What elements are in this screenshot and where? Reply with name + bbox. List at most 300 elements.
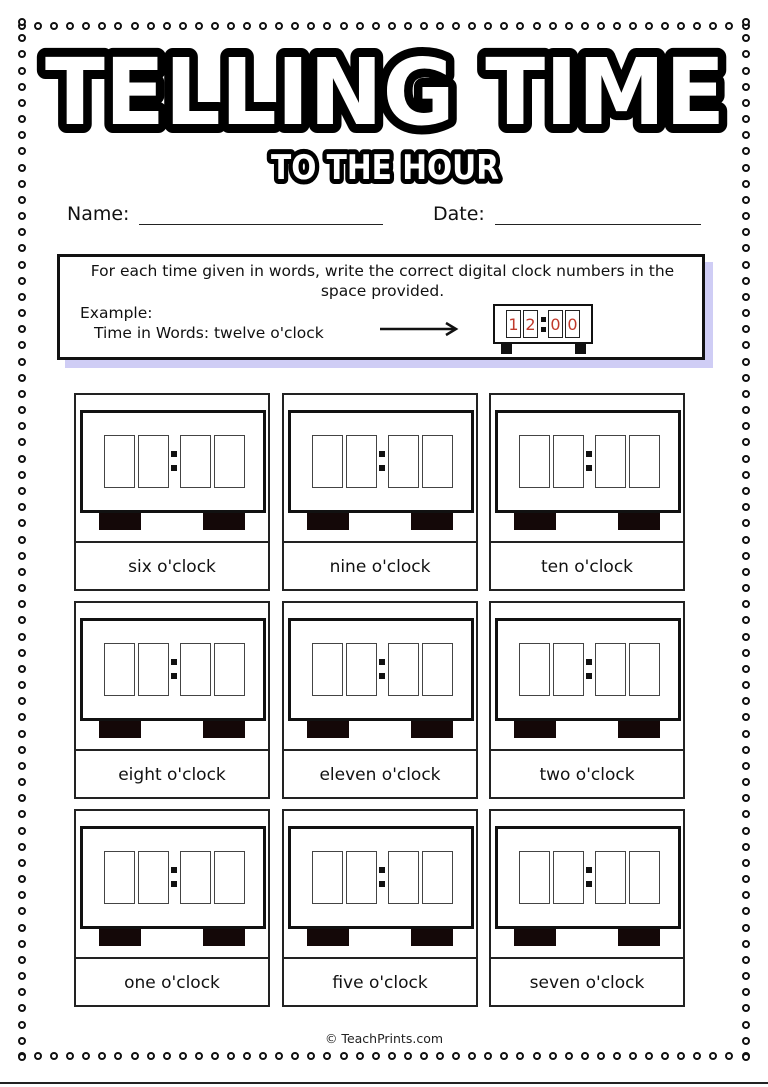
border-dot	[18, 859, 26, 867]
subtitle-text: TO THE HOUR	[271, 148, 499, 188]
border-dot	[18, 875, 26, 883]
border-dot	[742, 1021, 750, 1029]
hour-ones-input[interactable]	[138, 643, 169, 696]
border-dot	[388, 22, 396, 30]
border-dot	[18, 843, 26, 851]
digit-slots	[312, 435, 453, 488]
hour-tens-input[interactable]	[104, 643, 135, 696]
border-dot	[742, 18, 750, 26]
border-dot	[742, 746, 750, 754]
page-subtitle	[255, 138, 515, 194]
digital-clock	[288, 826, 474, 929]
border-dots-bottom	[18, 1052, 750, 1061]
time-words-label: ten o'clock	[489, 541, 685, 591]
border-dot	[18, 568, 26, 576]
border-dot	[179, 1052, 187, 1060]
border-dot	[645, 1052, 653, 1060]
border-dot	[18, 228, 26, 236]
hour-ones-input[interactable]	[553, 435, 584, 488]
border-dot	[356, 22, 364, 30]
border-dot	[533, 1052, 541, 1060]
border-dot	[18, 956, 26, 964]
border-dot	[147, 22, 155, 30]
border-dot	[742, 762, 750, 770]
border-dot	[742, 697, 750, 705]
border-dot	[742, 196, 750, 204]
border-dot	[742, 503, 750, 511]
border-dot	[18, 196, 26, 204]
border-dot	[18, 746, 26, 754]
clock-foot	[618, 929, 660, 946]
border-dot	[18, 633, 26, 641]
minute-tens-input[interactable]	[595, 643, 626, 696]
border-dot	[114, 22, 122, 30]
border-dot	[709, 1052, 717, 1060]
border-dot	[227, 22, 235, 30]
clock-foot	[203, 513, 245, 530]
border-dot	[742, 568, 750, 576]
digital-clock	[495, 826, 681, 929]
border-dot	[742, 358, 750, 366]
border-dot	[742, 827, 750, 835]
border-dot	[18, 600, 26, 608]
border-dot	[742, 1053, 750, 1061]
digital-clock	[495, 410, 681, 513]
border-dot	[18, 503, 26, 511]
border-dot	[18, 212, 26, 220]
border-dot	[742, 406, 750, 414]
border-dot	[131, 1052, 139, 1060]
hour-ones-input[interactable]	[138, 435, 169, 488]
border-dot	[34, 1052, 42, 1060]
border-dot	[18, 940, 26, 948]
clock-card	[74, 393, 270, 591]
digit-slots	[519, 851, 660, 904]
border-dot	[516, 22, 524, 30]
example-label: Example:	[80, 304, 153, 322]
border-dot	[18, 584, 26, 592]
copyright-footer: © TeachPrints.com	[324, 1031, 444, 1046]
border-dot	[82, 22, 90, 30]
border-dot	[18, 115, 26, 123]
digit-slots	[104, 643, 245, 696]
border-dot	[18, 374, 26, 382]
border-dot	[18, 293, 26, 301]
time-words-label: one o'clock	[74, 957, 270, 1007]
minute-ones-input[interactable]	[214, 643, 245, 696]
border-dot	[436, 1052, 444, 1060]
border-dot	[18, 50, 26, 58]
border-dot	[404, 22, 412, 30]
border-dot	[18, 649, 26, 657]
digit-slots	[104, 435, 245, 488]
border-dot	[114, 1052, 122, 1060]
hour-tens-input[interactable]	[104, 851, 135, 904]
clock-foot	[307, 513, 349, 530]
border-dot	[243, 22, 251, 30]
digit-slots	[519, 435, 660, 488]
border-dot	[18, 697, 26, 705]
clock-foot	[307, 929, 349, 946]
hour-tens-input[interactable]	[519, 851, 550, 904]
border-dot	[211, 22, 219, 30]
border-dot	[18, 18, 26, 26]
border-dot	[211, 1052, 219, 1060]
border-dot	[742, 374, 750, 382]
border-dot	[372, 22, 380, 30]
hour-tens-input[interactable]	[104, 435, 135, 488]
minute-ones-input[interactable]	[422, 851, 453, 904]
border-dot	[742, 99, 750, 107]
border-dot	[742, 600, 750, 608]
hour-ones-input[interactable]	[553, 643, 584, 696]
border-dot	[404, 1052, 412, 1060]
border-dot	[18, 406, 26, 414]
title-text: TELLING TIME	[45, 39, 725, 140]
digit-slots	[312, 851, 453, 904]
minute-tens-input[interactable]	[595, 851, 626, 904]
border-dot	[742, 293, 750, 301]
border-dot	[307, 22, 315, 30]
border-dot	[742, 180, 750, 188]
digit-slots	[104, 851, 245, 904]
border-dot	[516, 1052, 524, 1060]
border-dot	[742, 341, 750, 349]
border-dot	[742, 649, 750, 657]
border-dot	[742, 584, 750, 592]
date-label: Date:	[433, 203, 485, 225]
border-dot	[66, 22, 74, 30]
border-dot	[742, 67, 750, 75]
border-dot	[742, 924, 750, 932]
border-dot	[742, 309, 750, 317]
clock-foot	[99, 929, 141, 946]
border-dot	[18, 99, 26, 107]
border-dot	[18, 665, 26, 673]
border-dot	[742, 244, 750, 252]
border-dot	[163, 1052, 171, 1060]
digital-clock	[80, 618, 266, 721]
hour-tens-input[interactable]	[519, 643, 550, 696]
minute-tens-input[interactable]	[180, 435, 211, 488]
border-dot	[259, 22, 267, 30]
border-dot	[436, 22, 444, 30]
hour-tens-input[interactable]	[312, 851, 343, 904]
border-dot	[581, 1052, 589, 1060]
time-words-label: seven o'clock	[489, 957, 685, 1007]
colon-icon	[540, 317, 546, 332]
clock-card	[489, 601, 685, 799]
border-dot	[18, 309, 26, 317]
colon-icon	[584, 643, 595, 696]
border-dot	[742, 616, 750, 624]
colon-icon	[377, 435, 388, 488]
border-dot	[18, 730, 26, 738]
border-dot	[340, 22, 348, 30]
name-line[interactable]	[139, 205, 383, 225]
time-words-label: nine o'clock	[282, 541, 478, 591]
minute-tens-input[interactable]	[388, 851, 419, 904]
digital-clock	[80, 410, 266, 513]
border-dot	[500, 22, 508, 30]
border-dot	[742, 633, 750, 641]
clock-foot	[618, 513, 660, 530]
border-dot	[742, 487, 750, 495]
border-dot	[742, 843, 750, 851]
border-dot	[147, 1052, 155, 1060]
border-dot	[742, 422, 750, 430]
border-dot	[742, 325, 750, 333]
border-dot	[18, 390, 26, 398]
border-dot	[661, 1052, 669, 1060]
border-dot	[742, 956, 750, 964]
clock-foot	[618, 721, 660, 738]
border-dot	[452, 1052, 460, 1060]
border-dot	[18, 244, 26, 252]
colon-icon	[584, 851, 595, 904]
border-dot	[742, 730, 750, 738]
clock-card	[282, 809, 478, 1007]
hour-ones-input[interactable]	[138, 851, 169, 904]
date-line[interactable]	[495, 205, 701, 225]
border-dot	[18, 519, 26, 527]
clock-foot	[203, 929, 245, 946]
border-dot	[742, 875, 750, 883]
example-digit: 0	[548, 310, 563, 338]
colon-icon	[377, 851, 388, 904]
border-dot	[259, 1052, 267, 1060]
clock-card	[74, 809, 270, 1007]
border-dot	[742, 34, 750, 42]
date-field[interactable]	[433, 203, 701, 225]
clock-card	[489, 809, 685, 1007]
border-dot	[693, 1052, 701, 1060]
border-dot	[18, 988, 26, 996]
border-dot	[18, 341, 26, 349]
border-dot	[613, 22, 621, 30]
border-dot	[742, 277, 750, 285]
colon-icon	[169, 435, 180, 488]
border-dot	[227, 1052, 235, 1060]
border-dot	[18, 778, 26, 786]
border-dot	[50, 22, 58, 30]
border-dot	[323, 22, 331, 30]
hour-tens-input[interactable]	[519, 435, 550, 488]
border-dot	[742, 681, 750, 689]
border-dot	[323, 1052, 331, 1060]
clock-foot	[514, 721, 556, 738]
clock-card	[282, 393, 478, 591]
clock-card	[74, 601, 270, 799]
border-dot	[179, 22, 187, 30]
example-digit: 1	[506, 310, 521, 338]
border-dot	[18, 907, 26, 915]
border-dot	[18, 34, 26, 42]
hour-ones-input[interactable]	[553, 851, 584, 904]
border-dot	[18, 83, 26, 91]
border-dot	[742, 131, 750, 139]
border-dot	[645, 22, 653, 30]
border-dot	[18, 762, 26, 770]
example-digit: 0	[565, 310, 580, 338]
page-title	[30, 36, 740, 140]
digital-clock	[495, 618, 681, 721]
border-dots-left	[18, 18, 27, 1061]
minute-ones-input[interactable]	[214, 851, 245, 904]
border-dot	[34, 22, 42, 30]
border-dot	[742, 891, 750, 899]
border-dot	[18, 713, 26, 721]
minute-tens-input[interactable]	[180, 643, 211, 696]
hour-tens-input[interactable]	[312, 643, 343, 696]
border-dot	[742, 536, 750, 544]
time-words-label: eleven o'clock	[282, 749, 478, 799]
border-dot	[388, 1052, 396, 1060]
border-dot	[742, 810, 750, 818]
border-dot	[742, 859, 750, 867]
minute-tens-input[interactable]	[388, 435, 419, 488]
digit-slots	[312, 643, 453, 696]
border-dot	[725, 22, 733, 30]
clock-card	[489, 393, 685, 591]
border-dots-top	[18, 22, 750, 31]
border-dot	[742, 519, 750, 527]
border-dot	[18, 810, 26, 818]
border-dot	[195, 1052, 203, 1060]
hour-ones-input[interactable]	[346, 643, 377, 696]
border-dot	[18, 455, 26, 463]
border-dot	[565, 22, 573, 30]
arrow-right-icon	[380, 321, 460, 337]
minute-tens-input[interactable]	[388, 643, 419, 696]
border-dot	[742, 261, 750, 269]
border-dot	[677, 22, 685, 30]
minute-ones-input[interactable]	[214, 435, 245, 488]
example-clock	[493, 304, 593, 344]
border-dot	[18, 794, 26, 802]
border-dot	[742, 940, 750, 948]
border-dot	[613, 1052, 621, 1060]
border-dot	[18, 471, 26, 479]
minute-ones-input[interactable]	[629, 435, 660, 488]
border-dot	[597, 22, 605, 30]
colon-icon	[377, 643, 388, 696]
hour-tens-input[interactable]	[312, 435, 343, 488]
border-dot	[356, 1052, 364, 1060]
border-dot	[163, 22, 171, 30]
border-dot	[18, 1004, 26, 1012]
clock-foot	[575, 344, 586, 354]
border-dot	[742, 988, 750, 996]
border-dot	[18, 147, 26, 155]
digital-clock	[80, 826, 266, 929]
border-dot	[468, 1052, 476, 1060]
border-dot	[18, 1053, 26, 1061]
time-words-label: two o'clock	[489, 749, 685, 799]
name-field[interactable]	[67, 203, 383, 225]
colon-icon	[169, 643, 180, 696]
minute-tens-input[interactable]	[180, 851, 211, 904]
time-words-label: five o'clock	[282, 957, 478, 1007]
border-dot	[18, 164, 26, 172]
clock-foot	[501, 344, 512, 354]
clock-foot	[307, 721, 349, 738]
border-dot	[742, 390, 750, 398]
border-dot	[195, 22, 203, 30]
example-words: Time in Words: twelve o'clock	[94, 324, 324, 342]
border-dot	[484, 22, 492, 30]
hour-ones-input[interactable]	[346, 851, 377, 904]
border-dot	[693, 22, 701, 30]
border-dot	[291, 22, 299, 30]
minute-ones-input[interactable]	[629, 851, 660, 904]
border-dot	[275, 22, 283, 30]
border-dot	[742, 713, 750, 721]
minute-ones-input[interactable]	[629, 643, 660, 696]
digital-clock	[288, 410, 474, 513]
border-dot	[307, 1052, 315, 1060]
clock-foot	[99, 721, 141, 738]
border-dot	[18, 131, 26, 139]
border-dot	[742, 778, 750, 786]
border-dot	[18, 277, 26, 285]
border-dot	[18, 261, 26, 269]
border-dot	[18, 358, 26, 366]
border-dot	[372, 1052, 380, 1060]
border-dot	[291, 1052, 299, 1060]
border-dot	[452, 22, 460, 30]
border-dot	[629, 1052, 637, 1060]
border-dot	[420, 22, 428, 30]
border-dot	[420, 1052, 428, 1060]
border-dot	[742, 552, 750, 560]
example-digit: 2	[523, 310, 538, 338]
border-dot	[742, 228, 750, 236]
digit-slots	[519, 643, 660, 696]
border-dot	[742, 794, 750, 802]
border-dot	[18, 422, 26, 430]
border-dot	[661, 22, 669, 30]
colon-icon	[584, 435, 595, 488]
hour-ones-input[interactable]	[346, 435, 377, 488]
border-dot	[98, 1052, 106, 1060]
border-dot	[18, 681, 26, 689]
instructions-text: For each time given in words, write the correct digital clock numbers in the space provided.	[90, 262, 675, 300]
border-dot	[709, 22, 717, 30]
border-dot	[742, 907, 750, 915]
minute-tens-input[interactable]	[595, 435, 626, 488]
border-dot	[565, 1052, 573, 1060]
border-dots-right	[742, 18, 751, 1061]
clock-foot	[514, 513, 556, 530]
minute-ones-input[interactable]	[422, 435, 453, 488]
border-dot	[18, 438, 26, 446]
border-dot	[131, 22, 139, 30]
border-dot	[629, 22, 637, 30]
border-dot	[18, 891, 26, 899]
clock-card	[282, 601, 478, 799]
border-dot	[742, 665, 750, 673]
clock-foot	[411, 513, 453, 530]
border-dot	[500, 1052, 508, 1060]
border-dot	[742, 164, 750, 172]
name-label: Name:	[67, 203, 130, 225]
border-dot	[742, 455, 750, 463]
border-dot	[18, 827, 26, 835]
border-dot	[243, 1052, 251, 1060]
minute-ones-input[interactable]	[422, 643, 453, 696]
border-dot	[66, 1052, 74, 1060]
